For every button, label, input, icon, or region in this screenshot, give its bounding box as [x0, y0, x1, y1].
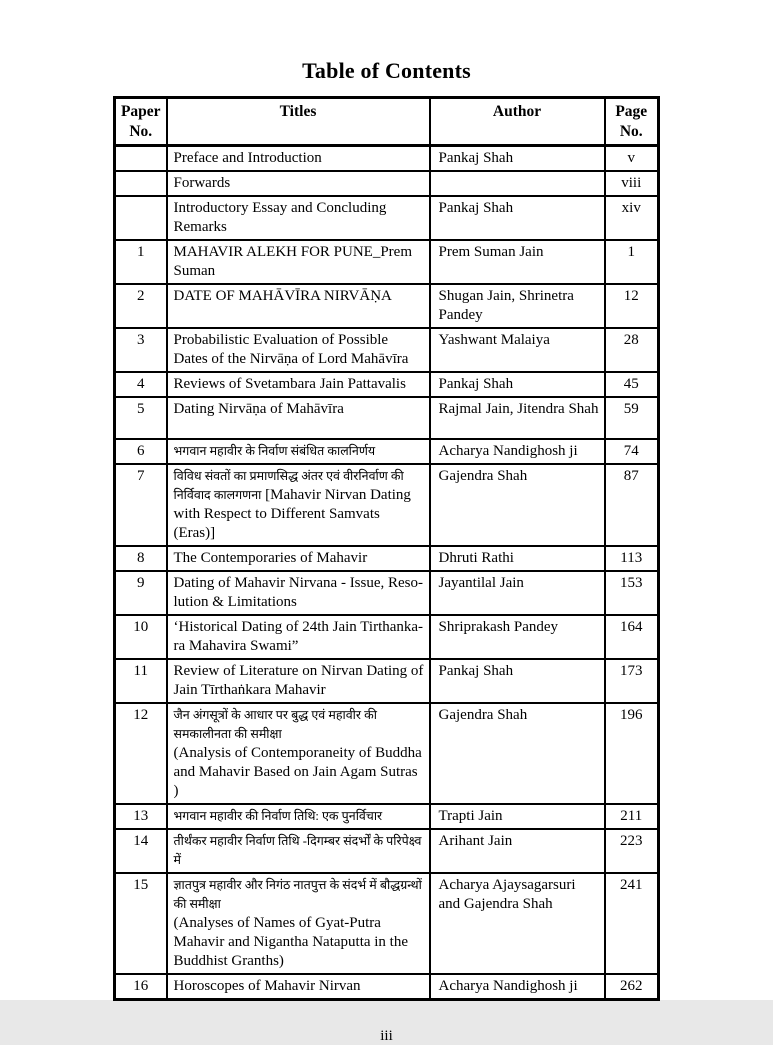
- title-english: Review of Literature on Nirvan Dating of Jain Tīrthaṅkara Mahavir: [173, 663, 424, 698]
- title-english: The Contemporaries of Mahavir: [173, 550, 368, 566]
- cell-page: 164: [605, 615, 659, 659]
- cell-author: Jayantilal Jain: [430, 571, 605, 615]
- page-title: Table of Contents: [302, 58, 471, 83]
- cell-author: Acharya Nandighosh ji: [430, 439, 605, 464]
- cell-title: [167, 974, 430, 1000]
- cell-author: Acharya Nandighosh ji: [430, 974, 605, 1000]
- header-cell-author: Author: [430, 98, 605, 146]
- cell-page: 211: [605, 804, 659, 829]
- cell-title: [167, 546, 430, 571]
- cell-author: Arihant Jain: [430, 829, 605, 873]
- title-english: Reviews of Svetambara Jain Pattavalis: [173, 376, 406, 392]
- cell-paper-no: 11: [115, 659, 167, 703]
- cell-author: Pankaj Shah: [430, 196, 605, 240]
- cell-title: [167, 328, 430, 372]
- cell-author: Shriprakash Pandey: [430, 615, 605, 659]
- cell-title: [167, 829, 430, 873]
- cell-author: Rajmal Jain, Jitendra Shah: [430, 397, 605, 439]
- table-header-row: [115, 98, 659, 146]
- title-english: Horoscopes of Mahavir Nirvan: [173, 978, 361, 994]
- cell-title: [167, 804, 430, 829]
- cell-author: Shugan Jain, Shrinetra Pandey: [430, 284, 605, 328]
- cell-author: [430, 171, 605, 196]
- cell-paper-no: 8: [115, 546, 167, 571]
- cell-title: [167, 703, 430, 804]
- title-hindi: भगवान महावीर के निर्वाण संबंधित कालनिर्णय: [173, 444, 376, 458]
- cell-title: [167, 284, 430, 328]
- title-english: Dating of Mahavir Nirvana - Issue, Reso-lution & Limitations: [173, 575, 424, 610]
- cell-author: Pankaj Shah: [430, 372, 605, 397]
- cell-page: viii: [605, 171, 659, 196]
- cell-page: 74: [605, 439, 659, 464]
- cell-paper-no: 9: [115, 571, 167, 615]
- cell-author: Gajendra Shah: [430, 703, 605, 804]
- cell-page: 87: [605, 464, 659, 546]
- table-row: [115, 196, 659, 240]
- cell-paper-no: 13: [115, 804, 167, 829]
- cell-page: 153: [605, 571, 659, 615]
- table-row: [115, 804, 659, 829]
- cell-paper-no: 6: [115, 439, 167, 464]
- cell-page: 173: [605, 659, 659, 703]
- title-hindi: ज्ञातपुत्र महावीर और निगंठ नातपुत्त के संदर्भ में बौद्धग्रन्थों की समीक्षा: [173, 878, 422, 911]
- title-hindi: भगवान महावीर की निर्वाण तिथि: एक पुनर्विचार: [173, 809, 383, 823]
- cell-title: [167, 464, 430, 546]
- cell-author: Prem Suman Jain: [430, 240, 605, 284]
- title-hindi: तीर्थंकर महावीर निर्वाण तिथि -दिगम्बर संदर्भों के परिपेक्ष्व में: [173, 834, 422, 867]
- cell-title: [167, 372, 430, 397]
- cell-page: 241: [605, 873, 659, 974]
- table-row: [115, 328, 659, 372]
- table-row: [115, 240, 659, 284]
- title-english: Forwards: [173, 175, 231, 191]
- cell-author: Pankaj Shah: [430, 146, 605, 172]
- toc-table: [113, 96, 660, 1001]
- table-row: [115, 615, 659, 659]
- cell-paper-no: 4: [115, 372, 167, 397]
- title-english: Introductory Essay and Concluding Remarks: [173, 200, 387, 235]
- title-english: DATE OF MAHĀVĪRA NIRVĀṆA: [173, 288, 392, 304]
- header-cell-paper-no: Paper No.: [115, 98, 167, 146]
- cell-paper-no: 5: [115, 397, 167, 439]
- title-english: ‘Historical Dating of 24th Jain Tirthanka-ra Mahavira Swami”: [173, 619, 424, 654]
- cell-paper-no: 16: [115, 974, 167, 1000]
- table-row: [115, 397, 659, 439]
- table-row: [115, 829, 659, 873]
- table-row: [115, 284, 659, 328]
- cell-paper-no: 3: [115, 328, 167, 372]
- cell-paper-no: 15: [115, 873, 167, 974]
- title-english: MAHAVIR ALEKH FOR PUNE_Prem Suman: [173, 244, 412, 279]
- table-row: [115, 372, 659, 397]
- title-english: (Analysis of Contemporaneity of Buddha and Mahavir Based on Jain Agam Sutras ): [173, 745, 422, 799]
- cell-page: 28: [605, 328, 659, 372]
- title-english: [Mahavir Nirvan Dating with Respect to Different Samvats (Eras)]: [173, 487, 411, 541]
- cell-page: 59: [605, 397, 659, 439]
- cell-page: 196: [605, 703, 659, 804]
- table-row: [115, 873, 659, 974]
- cell-paper-no: 10: [115, 615, 167, 659]
- cell-page: xiv: [605, 196, 659, 240]
- cell-paper-no: 1: [115, 240, 167, 284]
- table-row: [115, 659, 659, 703]
- cell-paper-no: 7: [115, 464, 167, 546]
- cell-title: [167, 240, 430, 284]
- cell-page: 223: [605, 829, 659, 873]
- cell-author: Dhruti Rathi: [430, 546, 605, 571]
- cell-page: 45: [605, 372, 659, 397]
- table-row: [115, 703, 659, 804]
- table-row: [115, 974, 659, 1000]
- cell-title: [167, 397, 430, 439]
- cell-title: [167, 615, 430, 659]
- cell-paper-no: 2: [115, 284, 167, 328]
- cell-page: 12: [605, 284, 659, 328]
- title-english: Preface and Introduction: [173, 150, 322, 166]
- cell-paper-no: [115, 171, 167, 196]
- cell-title: [167, 439, 430, 464]
- table-row: [115, 571, 659, 615]
- table-row: [115, 146, 659, 172]
- cell-title: [167, 659, 430, 703]
- cell-paper-no: 12: [115, 703, 167, 804]
- cell-page: 1: [605, 240, 659, 284]
- page-number-footer: iii: [380, 1028, 393, 1044]
- title-english: Probabilistic Evaluation of Possible Dates of the Nirvāṇa of Lord Mahāvīra: [173, 332, 409, 367]
- header-cell-page-no: Page No.: [605, 98, 659, 146]
- cell-page: 113: [605, 546, 659, 571]
- title-hindi: जैन अंगसूत्रों के आधार पर बुद्ध एवं महावीर की समकालीनता की समीक्षा: [173, 708, 377, 741]
- cell-title: [167, 171, 430, 196]
- table-row: [115, 171, 659, 196]
- cell-page: v: [605, 146, 659, 172]
- cell-page: 262: [605, 974, 659, 1000]
- title-english: Dating Nirvāṇa of Mahāvīra: [173, 401, 344, 417]
- table-row: [115, 439, 659, 464]
- cell-title: [167, 146, 430, 172]
- title-hindi: विविध संवतों का प्रमाणसिद्ध अंतर एवं वीरनिर्वाण की निर्विवाद कालगणना: [173, 469, 404, 502]
- cell-paper-no: 14: [115, 829, 167, 873]
- cell-title: [167, 571, 430, 615]
- cell-title: [167, 196, 430, 240]
- table-row: [115, 546, 659, 571]
- cell-paper-no: [115, 146, 167, 172]
- cell-author: Trapti Jain: [430, 804, 605, 829]
- header-cell-titles: Titles: [167, 98, 430, 146]
- cell-paper-no: [115, 196, 167, 240]
- cell-author: Yashwant Malaiya: [430, 328, 605, 372]
- cell-author: Gajendra Shah: [430, 464, 605, 546]
- table-row: [115, 464, 659, 546]
- cell-author: Acharya Ajaysagarsuri and Gajendra Shah: [430, 873, 605, 974]
- title-english: (Analyses of Names of Gyat-Putra Mahavir and Nigantha Nataputta in the Buddhist Granths): [173, 915, 409, 969]
- cell-title: [167, 873, 430, 974]
- cell-author: Pankaj Shah: [430, 659, 605, 703]
